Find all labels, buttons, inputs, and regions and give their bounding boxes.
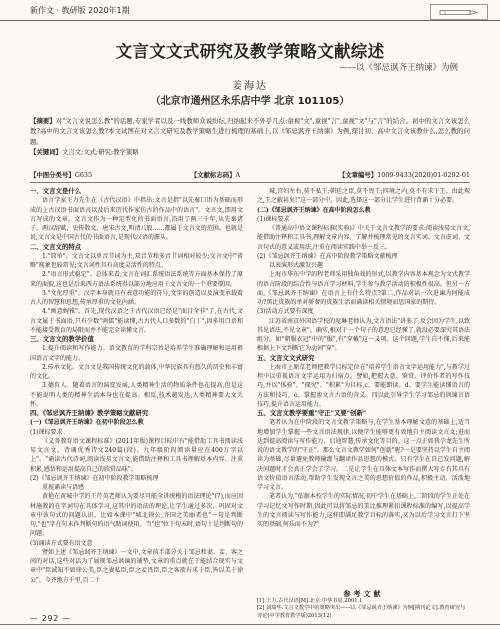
- body-column-right: [257, 187, 470, 587]
- section-heading: 五、文言文教学要重"守正"又要"创新": [257, 409, 367, 417]
- section-heading: 二、文言文的特点: [30, 242, 82, 251]
- section-heading: (二)《邹忌讽齐王纳谏》在高中阶段怎么教: [257, 206, 371, 214]
- references-heading: 参考文献: [343, 590, 384, 598]
- section-heading: (一)《邹忌讽齐王纳谏》在初中阶段怎么教: [30, 419, 144, 427]
- paragraph: 城,宫妇左右,莫不私王;朝廷之臣,莫不畏王;四境之内,莫不有求于王。由此观之,王之蔽甚矣!"这一部分中。因此,选择这一部分让学生进行背诵十分必要。: [257, 188, 470, 205]
- section-heading: 五、文言文文式研究: [257, 353, 315, 362]
- article-title: 文言文文式研究及教学策略文献综述: [115, 42, 385, 61]
- paragraph: 2."语言形式稳定"。总体来看,文言在词汇系统语法系统等方面基本保持了原来的面貌,这也是后来西方语法系统得以部分地应用于文言文的一个重要原因。: [30, 271, 243, 288]
- section-heading: (3)活动方式要有深度: [257, 308, 314, 316]
- keywords-label: 【关键词】: [30, 147, 62, 156]
- footer-rule: [0, 624, 500, 625]
- paragraph: 3.德育人。随着语言的演变发展,人类精神生活的物质条件也在提高,但是这不能说明人类的精神生活本身也在提高。相反,技术越发达,人类精神要大文关怀。: [30, 382, 243, 408]
- references-list: [257, 598, 470, 620]
- section-heading: 一、文言文是什么: [30, 187, 82, 195]
- paragraph: 江苏省南京外国语学校的庞琳老师认为,文言语法"讲多了,反会因为学生,以致其见语法,不见文章"。确实,相对于一个句子的意思已经懂了,就没必要深究其语法组分。如"朝服衣冠"中的"服",有"穿戴"这一义项。这个问题,学生自不懂,后来能根据上下文判断它为动词"穿"。: [257, 317, 470, 353]
- paragraph: 上海市上原草老师把教学目标定位在"培养学生语言文字运用能力",与教学过程中以重视语言文字运用为归宿点。譬如,把握大意、鉴赏、评价作者的写作技巧,并以"体验"、"探究"、"积累"为目标,c、要能朗读。d、要学生能读懂语言的方法和技巧。e、掌握渗文言古语的含义。四以此引导学生学习邹忌的讽谏言语技巧,提升语言运用能力。: [257, 363, 470, 408]
- author-affiliation: （北京市通州区永乐店中学 北京 101105）: [150, 96, 350, 107]
- classification-line: [30, 170, 470, 179]
- keywords-text: 文言文;文式;研究;教学策略: [61, 147, 139, 156]
- section-heading: (2)《邹忌讽齐王纳谏》在初中阶段教学策略梳理: [30, 474, 159, 482]
- abstract-label: 【摘要】: [30, 117, 56, 125]
- article-subtitle: ——以《邹忌讽齐王纳谏》为例: [338, 63, 458, 73]
- article-id: 【文章编号】1009-9433(2020)01-0292-01: [338, 171, 470, 179]
- paragraph: 笔者认为在中阶段的文言文教学策略与,在学生基本理解文意的基础上,适当地增加学生掌握一些文言语法规律,以便学生能够更有效地自主阅读文言文;进而达到提高阅读与写作能力、启迪智慧,传承文化等目的。这一点正如我孕龙先生所说的语文教学的"守正"。那么文言文教学如何"创新"呢?一是要坚持以学生自主阅读为基础,尽量避免教师输灌与翻译作品思想的模式。只有学生在自己发问题,解决问题时才会真正学会了学习。二是让学生在具体文本写作而撰大写专有其具有语文价值语言活动,帮助学生发现文言之美的思想价值的作品,积极主动、活泼地学习文言。: [257, 419, 470, 491]
- paragraph: 1."简单"。文言文以单音节词为主,双音节和多音节词相对较少;文言文中"省略"现象也较常见;文言词性具有高度灵活性的特点。: [30, 252, 243, 269]
- author-name: 姜海达: [232, 81, 268, 92]
- reference-item: [1] 王力.古代汉语[M].北京:中华书局,2001.1: [257, 598, 363, 604]
- body-column-left: [30, 187, 243, 602]
- paragraph: 3."文化厚重"。汉字本身就具有表意功能的符号,文字的创造以及演变承载着古人的智慧和思想,传承厚重的文化内涵。: [30, 289, 243, 306]
- paragraph: 1.提升阅读和写作能力。语文教育的学科宗旨是培养学生准确理解和运用祖国语言文字的能力。: [30, 345, 243, 362]
- paragraph: 语言学家王力先生在《古代汉语》中指出:文言是指"以先秦口语为基础而形成的上古汉语书面语言以及后来历代作家仿古的作品中的语言"。文言文,即用文言写成的文章。文言文作为一种定型化的书面语言,沿用了两三千年,从先秦诸子、两汉辞赋、史传散文、唐宋古文,明清八股……都属于文言文的范围。也就是说,文言文是中国古代的书面语言,是现代汉语的源头。: [30, 197, 243, 242]
- journal-issue: 新作文 · 教研版 2020年1期: [30, 6, 130, 15]
- section-heading: (3)诵读方式要有语文意: [30, 539, 93, 547]
- document-code: 【文献标志码】A: [190, 171, 241, 179]
- paragraph: 黄艳在黄城中学的王芹英老师认为要尽可能全讲统模的语法理论"(7),而应因材施教的在字词句在具体学习,这其中的语法的理论,让学生通过多次、巩固对文章中该句式的问题认识。比如本课中"城北徐公,齐国之美丽者也"一句是判断句,"也"字在句末作判断句的语气助词使用。当"也"位于句末时,语句十是判断句的问题。: [30, 493, 243, 538]
- paragraph: 譬如上述《邹忌讽齐王纳谏》一文中,文章前半部分关于邹忌和妻、妾、客之间的对话,这些对话为了展现邹忌讽谏的铺垫,文章的重点就在于能结合现实与文章中"臣诚知不如徐公美,臣之妻私臣,臣之妾畏臣,臣之客欲有求于臣,皆以美于徐公"。今齐地方千里,百二十: [30, 548, 243, 584]
- paragraph: 笔者认为,"依据本校学生的实际情况,初中学生在基础上,二阶段的学生正处在学习记忆文写作时期,因此可以将邹忌的美比推理紧扣课程标准的编写,以提高学生的文言阅读与写作能力,这样即满足教学目标的落实,又为以后学习文言打下坚实的基础,何乐而不为?": [257, 493, 470, 528]
- divider: [30, 182, 470, 183]
- clc-code: 【中图分类号】G635: [30, 171, 93, 179]
- paragraph: 2.传承文化。文言文是我国传统文化的载体,中华民族具有悠久的历史和丰富的文化。: [30, 363, 243, 380]
- page-number: — 292 —: [30, 614, 72, 623]
- abstract-text: 对"文言文说怎么教"的话题,专家学者以及一线教师众说纷纭,归纳起来不外乎几点:童视"文",童视"言",童视"文"与"言"的结合。初中的文言文该怎么教?高中的文言文该怎么教?本文试图在对文言文研究及教学策略生进行梳理的基础上,以《邹忌讽齐王纳谏》为例,探讨初、高中文言文该教什么,怎么教的问题。: [30, 117, 470, 146]
- section-heading: 三、文言文的教学价值: [30, 335, 94, 343]
- section-heading: (1)课标要求: [257, 215, 290, 223]
- journal-logo: [430, 4, 488, 20]
- reference-item: [2] 刘瑞华.文言文教学中的策略突出——以《邹忌讽齐王纳谏》为例[期刊论文].教育研究与评论(中学教育教学版)2013(12): [257, 605, 466, 619]
- paragraph: 《普通高中语文课程标准(实验)》中关于文言文教学的要求:阅读浅易文言文,能借助注释和工具书,理解文章内容。了解并梳理常见的文言实词、文言虚词、文言句式的意义或用法,注重在阅读实践中举一反三。: [257, 225, 470, 251]
- section-heading: 四、《邹忌讽齐王纳谏》教学策略文献研究: [30, 409, 149, 417]
- abstract-block: [30, 116, 470, 160]
- page-header: [0, 0, 500, 21]
- paragraph: 《义务教育语文课程标准》(2011年版)课程目标中有"能借助工具书阅读浅易文言文。背诵优秀诗文240篇(段)。九年级阶段阅读量应在400万字以上"。"诵读古代诗词,阅读浅易文言文,能借助注释和工具书理解基本内容。注重积累,感悟和运用提高自己的欣赏品味"。: [30, 437, 243, 473]
- paragraph: 上海市华东中学的程老师采用独角戏的形式,以教学内容基本观念为文式教学的语言阶段的综合性与语言学习材料,学生参与教学活动的积极性很高。但另一方面,《邹忌讽齐王纳谏》在语言上有什么特点?第二,作品对话一次进谏为何能成功?黑比贵族的单对骄奢的贵族生活而诵读相关情境而思国家的期待。: [257, 271, 470, 306]
- pencil-icon: [439, 8, 479, 17]
- paragraph: 重视诵读与语感: [42, 484, 85, 491]
- paragraph: 4."画意婉雅"。首先,现代汉语之于古代汉语已经是"面目全非"了,在古代,文言文属于书面语,只有少数"鸿儒"能读懂,古古代人口多数的"白丁",因多用口语和不能接受教育的局限而并不能完全读懂文言。: [30, 308, 243, 334]
- section-heading: (1)课标要求: [30, 428, 63, 436]
- section-heading: (2)《邹忌讽齐王纳谏》在高中阶段教学策略文献梳理: [257, 252, 398, 260]
- paragraph: 以表演形式激发兴趣: [269, 262, 324, 269]
